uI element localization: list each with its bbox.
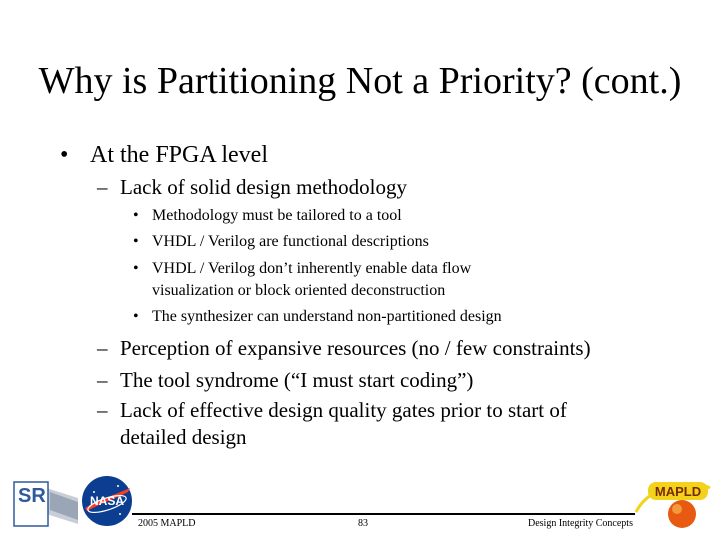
slide-title: Why is Partitioning Not a Priority? (cont.) <box>38 60 682 102</box>
dash-marker: – <box>97 175 108 199</box>
footer-left: 2005 MAPLD <box>138 518 196 529</box>
mapld-logo <box>632 476 714 532</box>
svg-text:MAPLD: MAPLD <box>654 484 702 499</box>
sub-bullet-text: The synthesizer can understand non-partitioned design <box>152 308 502 325</box>
sub-bullet-text: VHDL / Verilog don’t inherently enable data flow <box>152 260 472 277</box>
dash-marker: – <box>97 336 108 360</box>
bullet-text: At the FPGA level <box>90 142 268 168</box>
dash-marker: – <box>97 398 108 422</box>
sub-bullet-text-continued: visualization or block oriented deconstruction <box>152 282 446 299</box>
nasa-logo <box>80 474 134 528</box>
sr-logo <box>10 480 78 528</box>
footer-divider <box>132 513 635 515</box>
bullet-marker: • <box>60 142 69 168</box>
bullet-text: Perception of expansive resources (no / few constraints) <box>120 336 591 360</box>
bullet-marker: • <box>133 233 139 250</box>
bullet-marker: • <box>133 207 139 224</box>
bullet-text: Lack of solid design methodology <box>120 175 407 199</box>
svg-text:NASA: NASA <box>89 494 125 508</box>
bullet-marker: • <box>133 308 139 325</box>
bullet-text: The tool syndrome (“I must start coding”) <box>120 368 474 392</box>
bullet-text-continued: detailed design <box>120 425 247 449</box>
footer-right: Design Integrity Concepts <box>528 518 633 529</box>
sub-bullet-text: Methodology must be tailored to a tool <box>152 207 402 224</box>
sub-bullet-text: VHDL / Verilog are functional descriptions <box>152 233 429 250</box>
page-number: 83 <box>358 518 368 529</box>
bullet-text: Lack of effective design quality gates prior to start of <box>120 398 567 422</box>
svg-text:SR: SR <box>18 485 46 507</box>
bullet-marker: • <box>133 260 139 277</box>
dash-marker: – <box>97 368 108 392</box>
